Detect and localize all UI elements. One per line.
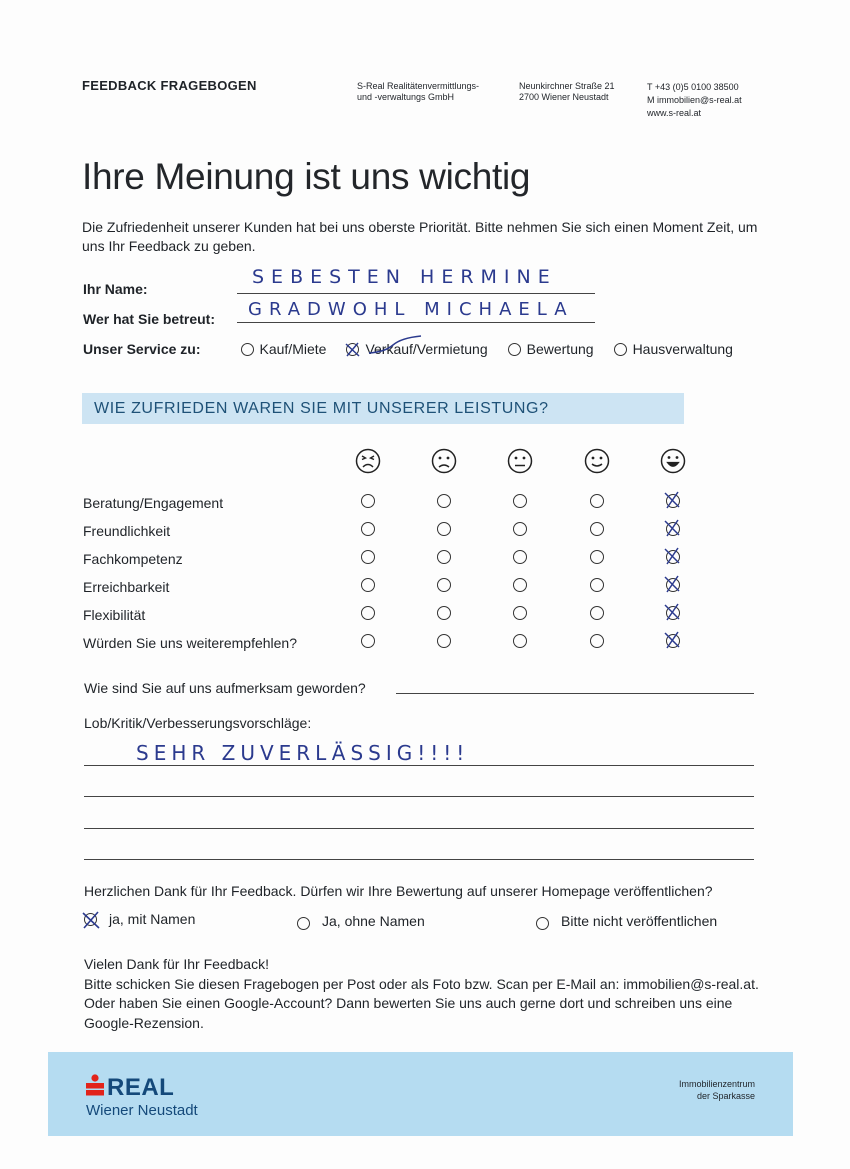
rating-radio[interactable] (513, 494, 527, 508)
name-field[interactable]: SEBESTEN HERMINE (252, 266, 557, 288)
check-mark-icon (662, 546, 682, 566)
closing-line: Google-Rezension. (84, 1014, 204, 1031)
check-mark-icon (662, 574, 682, 594)
comment-line (84, 828, 754, 829)
rating-radio-checked[interactable] (666, 606, 680, 620)
service-option-bewertung[interactable] (508, 341, 594, 357)
publish-option-label: Ja, ohne Namen (322, 912, 425, 929)
comment-line (84, 796, 754, 797)
service-row (83, 341, 753, 357)
closing-line: Vielen Dank für Ihr Feedback! (84, 956, 269, 972)
publish-option-label: ja, mit Namen (109, 911, 196, 927)
publish-option-with-name[interactable] (84, 911, 195, 927)
company-address (519, 81, 615, 103)
rating-radio[interactable] (590, 578, 604, 592)
section-header (82, 393, 684, 424)
rating-label: Freundlichkeit (83, 523, 171, 539)
advisor-field[interactable]: GRADWOHL MICHAELA (248, 299, 574, 320)
check-mark-icon (662, 602, 682, 622)
rating-label: Erreichbarkeit (83, 579, 170, 595)
rating-radio[interactable] (361, 494, 375, 508)
brand-location: Wiener Neustadt (86, 1102, 198, 1119)
rating-radio-checked[interactable] (666, 550, 680, 564)
rating-radio[interactable] (590, 494, 604, 508)
radio-hausverwaltung[interactable] (614, 343, 627, 356)
check-mark-icon (662, 518, 682, 538)
service-option-kauf[interactable] (241, 341, 327, 357)
radio-publish-without-name[interactable] (297, 917, 310, 930)
footer-banner (48, 1052, 793, 1136)
tagline-line: der Sparkasse (696, 1091, 755, 1101)
radio-bewertung[interactable] (508, 343, 521, 356)
rating-radio[interactable] (361, 522, 375, 536)
radio-verkauf-checked[interactable] (346, 343, 359, 356)
radio-kauf[interactable] (241, 343, 254, 356)
company-line-1: S-Real Realitätenvermittlungs- (357, 81, 480, 91)
rating-radio[interactable] (513, 606, 527, 620)
service-option-label: Bewertung (526, 341, 594, 357)
company-contact (647, 81, 742, 120)
intro-text: Die Zufriedenheit unserer Kunden hat bei uns oberste Priorität. Bitte nehmen Sie sich einen Moment Zeit, um uns Ihr Feedback zu geben. (82, 219, 758, 254)
rating-label: Fachkompetenz (83, 551, 183, 567)
happy-face-icon (584, 448, 610, 479)
rating-radio[interactable] (513, 522, 527, 536)
service-option-hausverwaltung[interactable] (614, 341, 733, 357)
company-name (357, 81, 479, 103)
service-option-label: Kauf/Miete (259, 341, 327, 357)
rating-radio[interactable] (437, 606, 451, 620)
advisor-label: Wer hat Sie betreut: (83, 311, 215, 327)
service-option-verkauf[interactable] (346, 341, 487, 357)
rating-radio[interactable] (513, 634, 527, 648)
rating-radio[interactable] (437, 634, 451, 648)
brand-name: REAL (107, 1074, 175, 1101)
rating-radio[interactable] (590, 606, 604, 620)
address-line-1: Neunkirchner Straße 21 (519, 81, 615, 91)
comment-line (84, 765, 754, 766)
name-label: Ihr Name: (83, 281, 148, 297)
rating-radio-checked[interactable] (666, 522, 680, 536)
rating-radio[interactable] (590, 550, 604, 564)
rating-radio-checked[interactable] (666, 494, 680, 508)
comments-label: Lob/Kritik/Verbesserungsvorschläge: (84, 715, 312, 731)
publish-question: Herzlichen Dank für Ihr Feedback. Dürfen wir Ihre Bewertung auf unserer Homepage veröffentlichen? (84, 883, 713, 899)
rating-label: Flexibilität (83, 607, 146, 623)
closing-line: Bitte schicken Sie diesen Fragebogen per Post oder als Foto bzw. Scan per E-Mail an: immobilien@s-real.at. (84, 975, 759, 992)
company-line-2: und -verwaltungs GmbH (357, 92, 455, 102)
very-unhappy-face-icon (355, 448, 381, 479)
brand-tagline (679, 1078, 755, 1102)
neutral-face-icon (507, 448, 533, 479)
rating-radio[interactable] (437, 550, 451, 564)
advisor-underline (237, 322, 595, 323)
radio-publish-with-name-checked[interactable] (84, 913, 97, 926)
phone-text: T +43 (0)5 0100 38500 (647, 82, 739, 92)
publish-option-without-name[interactable] (297, 911, 425, 930)
source-question: Wie sind Sie auf uns aufmerksam geworden? (84, 680, 366, 696)
sparkasse-logo-icon (85, 1074, 105, 1103)
rating-radio[interactable] (513, 578, 527, 592)
publish-option-no[interactable] (536, 911, 717, 930)
check-mark-icon (662, 630, 682, 650)
service-option-label: Hausverwaltung (632, 341, 733, 357)
rating-radio-checked[interactable] (666, 634, 680, 648)
closing-line: Oder haben Sie einen Google-Account? Dann bewerten Sie uns auch gerne dort und schreiben uns eine (84, 995, 733, 1011)
publish-option-label: Bitte nicht veröffentlichen (561, 912, 718, 929)
page-title: Ihre Meinung ist uns wichtig (82, 156, 531, 197)
rating-radio[interactable] (361, 550, 375, 564)
source-answer-field[interactable] (396, 693, 754, 694)
very-happy-face-icon (660, 448, 686, 479)
tagline-line: Immobilienzentrum (678, 1079, 755, 1089)
check-mark-icon (343, 340, 363, 360)
rating-radio[interactable] (590, 522, 604, 536)
section-title: WIE ZUFRIEDEN WAREN SIE MIT UNSERER LEISTUNG? (94, 400, 549, 417)
rating-radio[interactable] (361, 578, 375, 592)
rating-radio[interactable] (437, 578, 451, 592)
rating-label: Würden Sie uns weiterempfehlen? (83, 635, 298, 651)
form-title: FEEDBACK FRAGEBOGEN (82, 78, 257, 93)
check-mark-icon (80, 909, 102, 931)
name-underline (237, 293, 595, 294)
comment-line (84, 859, 754, 860)
comments-field[interactable]: SEHR ZUVERLÄSSIG!!!! (136, 741, 470, 765)
service-label: Unser Service zu: (83, 341, 201, 357)
rating-radio[interactable] (361, 634, 375, 648)
closing-text (84, 955, 784, 1033)
service-option-label: Verkauf/Vermietung (365, 341, 487, 357)
check-mark-icon (662, 490, 682, 510)
rating-label: Beratung/Engagement (83, 495, 224, 511)
pen-stroke-icon (367, 335, 427, 357)
rating-radio[interactable] (437, 522, 451, 536)
address-line-2: 2700 Wiener Neustadt (519, 92, 609, 102)
rating-radio[interactable] (437, 494, 451, 508)
rating-radio[interactable] (590, 634, 604, 648)
rating-radio[interactable] (361, 606, 375, 620)
email-text: M immobilien@s-real.at (647, 95, 742, 105)
web-text: www.s-real.at (647, 108, 702, 118)
rating-radio-checked[interactable] (666, 578, 680, 592)
unhappy-face-icon (431, 448, 457, 479)
radio-publish-no[interactable] (536, 917, 549, 930)
rating-radio[interactable] (513, 550, 527, 564)
